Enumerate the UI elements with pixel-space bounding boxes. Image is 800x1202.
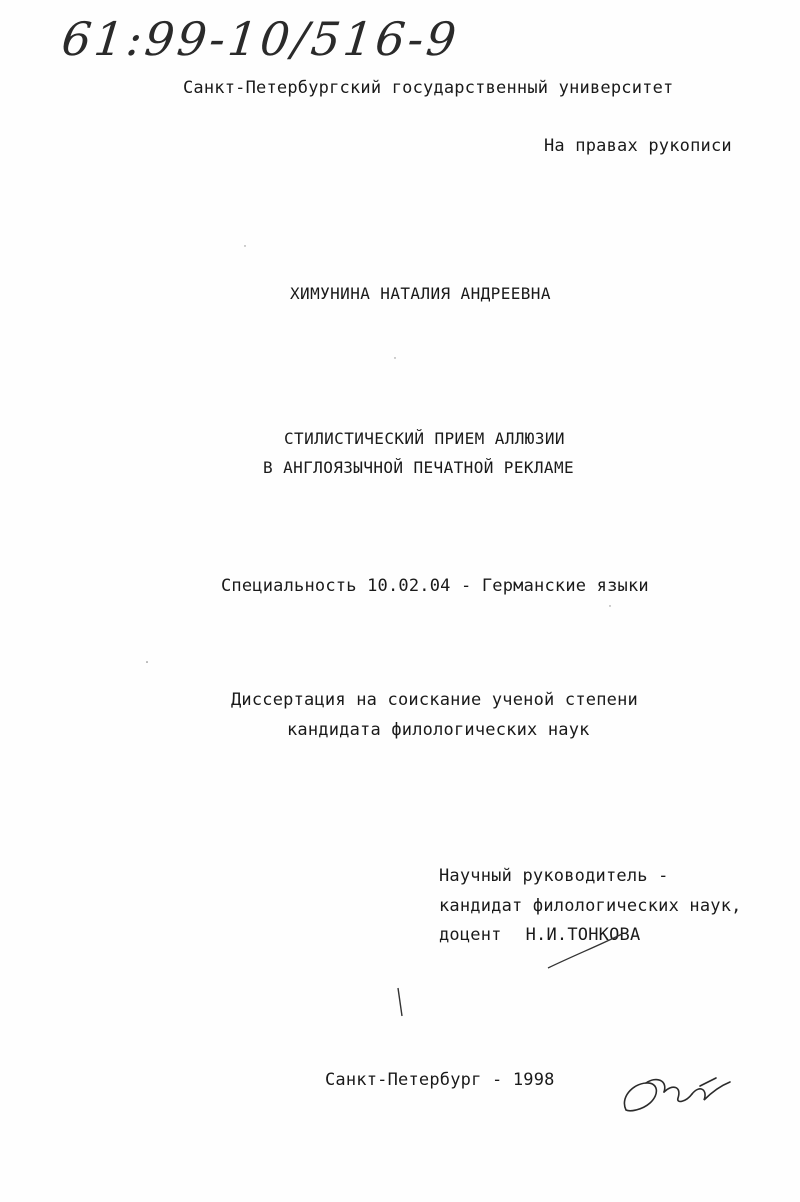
supervisor-degree: кандидат филологических наук,: [439, 896, 742, 916]
supervisor-name: Н.И.ТОНКОВА: [525, 925, 641, 945]
place-and-year: Санкт-Петербург - 1998: [325, 1070, 555, 1090]
signature-graphic: [624, 1078, 730, 1111]
author-name: ХИМУНИНА НАТАЛИЯ АНДРЕЕВНА: [290, 284, 551, 303]
degree-line1: Диссертация на соискание ученой степени: [231, 690, 638, 710]
dissertation-title-line1: СТИЛИСТИЧЕСКИЙ ПРИЕМ АЛЛЮЗИИ: [284, 429, 565, 448]
manuscript-rights-label: На правах рукописи: [544, 136, 732, 156]
specialty-line: Специальность 10.02.04 - Германские языки: [221, 576, 649, 596]
degree-line2: кандидата филологических наук: [287, 720, 590, 740]
archive-code-handwritten: 61:99-10/516-9: [59, 12, 462, 66]
supervisor-rank: доцент: [439, 925, 502, 945]
pen-stroke-tick: [398, 988, 402, 1016]
supervisor-role: Научный руководитель -: [439, 866, 669, 886]
supervisor-title-line: [439, 925, 640, 945]
university-name: Санкт-Петербургский государственный университет: [183, 78, 674, 98]
dissertation-title-line2: В АНГЛОЯЗЫЧНОЙ ПЕЧАТНОЙ РЕКЛАМЕ: [263, 458, 575, 477]
